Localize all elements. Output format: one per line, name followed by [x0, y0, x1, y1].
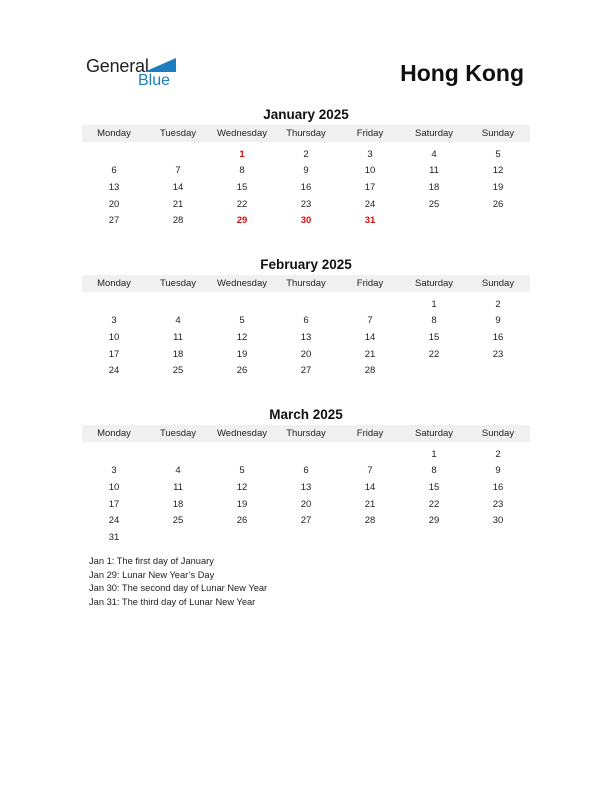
weekday-header: Sunday: [466, 125, 530, 142]
day-cell: 25: [172, 515, 184, 527]
empty-day-cell: [274, 446, 338, 463]
empty-day-cell: [82, 446, 146, 463]
weekday-header: Saturday: [402, 125, 466, 142]
day-cell: 8: [239, 165, 245, 177]
week-row: [82, 296, 530, 313]
day-cell: 17: [108, 498, 120, 510]
day-cell: 23: [492, 348, 504, 360]
day-cell: 6: [111, 165, 117, 177]
day-cell: 26: [236, 515, 248, 527]
day-cell: 6: [303, 465, 309, 477]
empty-day-cell: [466, 362, 530, 379]
month-grid: [82, 275, 530, 379]
empty-day-cell: [402, 362, 466, 379]
week-row: [82, 346, 530, 363]
day-cell: 23: [300, 198, 312, 210]
day-cell: 17: [108, 348, 120, 360]
day-cell: 5: [239, 315, 245, 327]
weekday-header: Tuesday: [146, 275, 210, 292]
empty-day-cell: [466, 212, 530, 229]
empty-day-cell: [402, 529, 466, 546]
day-cell: 5: [239, 465, 245, 477]
holiday-note: Jan 31: The third day of Lunar New Year: [89, 597, 256, 608]
day-cell: 27: [300, 515, 312, 527]
holiday-notes: [89, 555, 267, 610]
day-cell: 12: [492, 165, 504, 177]
day-cell: 20: [300, 348, 312, 360]
empty-day-cell: [274, 296, 338, 313]
day-cell: 18: [428, 181, 440, 193]
weekday-header: Friday: [338, 425, 402, 442]
day-cell: 9: [495, 315, 501, 327]
weekday-header: Sunday: [466, 275, 530, 292]
day-cell: 30: [492, 515, 504, 527]
weekday-header: Sunday: [466, 425, 530, 442]
week-row: [82, 179, 530, 196]
day-cell: 28: [364, 365, 376, 377]
day-cell: 13: [108, 181, 120, 193]
day-cell: 19: [492, 181, 504, 193]
logo-text-general: General: [86, 56, 149, 76]
day-cell: 7: [175, 165, 181, 177]
day-cell: 4: [175, 315, 181, 327]
day-cell: 18: [172, 348, 184, 360]
week-row: [82, 212, 530, 229]
day-cell: 12: [236, 481, 248, 493]
day-cell: 25: [428, 198, 440, 210]
day-cell: 1: [431, 448, 437, 460]
month-grid: [82, 425, 530, 546]
weekday-header: Thursday: [274, 425, 338, 442]
day-cell: 7: [367, 315, 373, 327]
day-cell: 26: [236, 365, 248, 377]
day-cell: 11: [429, 165, 439, 177]
day-cell: 16: [492, 481, 504, 493]
day-cell: 5: [495, 148, 501, 160]
empty-day-cell: [338, 446, 402, 463]
week-row: [82, 146, 530, 163]
holiday-day-cell: 31: [364, 215, 376, 227]
day-cell: 2: [495, 298, 501, 310]
day-cell: 7: [367, 465, 373, 477]
empty-day-cell: [210, 529, 274, 546]
day-cell: 21: [364, 348, 376, 360]
empty-day-cell: [274, 529, 338, 546]
weekday-header: Wednesday: [210, 275, 274, 292]
week-row: [82, 529, 530, 546]
empty-day-cell: [338, 529, 402, 546]
day-cell: 24: [364, 198, 376, 210]
day-cell: 21: [364, 498, 376, 510]
day-cell: 28: [172, 215, 184, 227]
empty-day-cell: [402, 212, 466, 229]
day-cell: 24: [108, 365, 120, 377]
week-row: [82, 479, 530, 496]
week-row: [82, 196, 530, 213]
day-cell: 22: [236, 198, 248, 210]
weekday-header: Friday: [338, 125, 402, 142]
weekday-header: Monday: [82, 425, 146, 442]
day-cell: 11: [173, 481, 183, 493]
holiday-note: Jan 1: The first day of January: [89, 556, 214, 566]
weekday-header: Monday: [82, 125, 146, 142]
day-cell: 2: [495, 448, 501, 460]
day-cell: 11: [173, 331, 183, 343]
day-cell: 17: [364, 181, 376, 193]
month-title: March 2025: [269, 407, 343, 422]
weekday-header: Thursday: [274, 125, 338, 142]
week-row: [82, 496, 530, 513]
day-cell: 15: [428, 331, 440, 343]
month-title: February 2025: [260, 257, 352, 272]
empty-day-cell: [146, 146, 210, 163]
empty-day-cell: [82, 296, 146, 313]
weekday-header: Friday: [338, 275, 402, 292]
day-cell: 3: [111, 315, 117, 327]
week-row: [82, 163, 530, 180]
weekday-header: Thursday: [274, 275, 338, 292]
day-cell: 15: [236, 181, 248, 193]
country-title: Hong Kong: [400, 60, 524, 86]
weekday-header: Tuesday: [146, 125, 210, 142]
generalblue-logo: [86, 54, 186, 94]
holiday-day-cell: 30: [300, 215, 312, 227]
month-calendar: [82, 105, 530, 229]
weekday-header: Saturday: [402, 425, 466, 442]
day-cell: 16: [300, 181, 312, 193]
day-cell: 20: [108, 198, 120, 210]
holiday-day-cell: 29: [236, 215, 248, 227]
empty-day-cell: [210, 446, 274, 463]
week-row: [82, 463, 530, 480]
day-cell: 28: [364, 515, 376, 527]
month-calendar: [82, 255, 530, 379]
day-cell: 12: [236, 331, 248, 343]
day-cell: 20: [300, 498, 312, 510]
empty-day-cell: [210, 296, 274, 313]
week-row: [82, 512, 530, 529]
weekday-header: Wednesday: [210, 125, 274, 142]
day-cell: 15: [428, 481, 440, 493]
day-cell: 27: [300, 365, 312, 377]
weekday-header: Tuesday: [146, 425, 210, 442]
day-cell: 6: [303, 315, 309, 327]
day-cell: 22: [428, 498, 440, 510]
day-cell: 27: [108, 215, 120, 227]
empty-day-cell: [82, 146, 146, 163]
weekday-header: Monday: [82, 275, 146, 292]
day-cell: 21: [172, 198, 184, 210]
month-grid: [82, 125, 530, 229]
logo-text-blue: Blue: [138, 72, 171, 89]
weekday-header: Saturday: [402, 275, 466, 292]
day-cell: 3: [367, 148, 373, 160]
day-cell: 14: [364, 481, 376, 493]
day-cell: 26: [492, 198, 504, 210]
empty-day-cell: [146, 529, 210, 546]
holiday-day-cell: 1: [239, 148, 245, 160]
weekday-header: Wednesday: [210, 425, 274, 442]
day-cell: 18: [172, 498, 184, 510]
day-cell: 9: [495, 465, 501, 477]
month-calendar: [82, 405, 530, 546]
day-cell: 8: [431, 465, 437, 477]
empty-day-cell: [338, 296, 402, 313]
day-cell: 19: [236, 348, 248, 360]
holiday-note: Jan 30: The second day of Lunar New Year: [89, 583, 268, 594]
day-cell: 14: [364, 331, 376, 343]
day-cell: 9: [303, 165, 309, 177]
day-cell: 16: [492, 331, 504, 343]
day-cell: 23: [492, 498, 504, 510]
empty-day-cell: [146, 446, 210, 463]
week-row: [82, 313, 530, 330]
day-cell: 4: [431, 148, 437, 160]
day-cell: 4: [175, 465, 181, 477]
empty-day-cell: [466, 529, 530, 546]
empty-day-cell: [146, 296, 210, 313]
day-cell: 19: [236, 498, 248, 510]
day-cell: 13: [300, 481, 312, 493]
day-cell: 14: [172, 181, 184, 193]
holiday-note: Jan 29: Lunar New Year’s Day: [89, 569, 215, 580]
day-cell: 3: [111, 465, 117, 477]
day-cell: 31: [108, 531, 120, 543]
day-cell: 2: [303, 148, 309, 160]
day-cell: 29: [428, 515, 440, 527]
day-cell: 13: [300, 331, 312, 343]
day-cell: 22: [428, 348, 440, 360]
logo-triangle-icon: [144, 58, 176, 72]
week-row: [82, 446, 530, 463]
day-cell: 8: [431, 315, 437, 327]
day-cell: 1: [431, 298, 437, 310]
day-cell: 10: [364, 165, 376, 177]
day-cell: 10: [108, 481, 120, 493]
day-cell: 10: [108, 331, 120, 343]
week-row: [82, 362, 530, 379]
month-title: January 2025: [263, 107, 349, 122]
day-cell: 24: [108, 515, 120, 527]
week-row: [82, 329, 530, 346]
day-cell: 25: [172, 365, 184, 377]
